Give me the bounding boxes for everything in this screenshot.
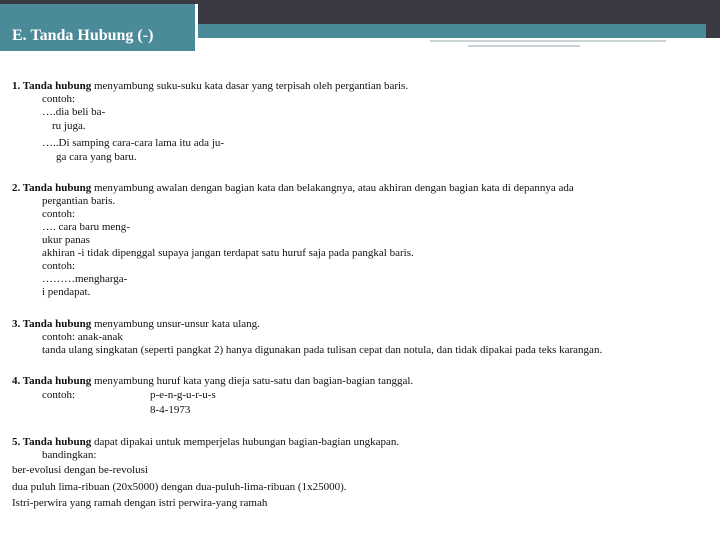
section-4-text: menyambung huruf kata yang dieja satu-satu dan bagian-bagian tanggal.: [91, 375, 414, 387]
section-2-line: pergantian baris.: [42, 195, 116, 207]
section-1-heading: [12, 80, 408, 93]
section-5-heading: [12, 436, 399, 449]
section-2-text: menyambung awalan dengan bagian kata dan belakangnya, atau akhiran dengan bagian kata di depannya ada: [91, 182, 574, 194]
section-1-line: …..Di samping cara-cara lama itu ada ju-: [42, 137, 225, 149]
section-1-line: contoh:: [42, 93, 75, 105]
section-4-heading: [12, 375, 413, 388]
section-5-text: dapat dipakai untuk memperjelas hubungan bagian-bagian ungkapan.: [91, 436, 400, 448]
section-4-example-label: contoh:: [42, 389, 75, 401]
section-2-heading: [12, 182, 574, 195]
slide-title: E. Tanda Hubung (-): [12, 27, 154, 44]
section-4-example: 8-4-1973: [150, 404, 191, 416]
section-3-text: menyambung unsur-unsur kata ulang.: [91, 318, 260, 330]
section-5-line: bandingkan:: [42, 449, 97, 461]
section-5-extra: Istri-perwira yang ramah dengan istri perwira-yang ramah: [12, 497, 268, 509]
section-5-extra: ber-evolusi dengan be-revolusi: [12, 464, 149, 476]
section-2-line: contoh:: [42, 260, 75, 272]
section-4-lead: 4. Tanda hubung: [12, 375, 92, 387]
section-2-line: …. cara baru meng-: [42, 221, 130, 233]
section-1-text: menyambung suku-suku kata dasar yang terpisah oleh pergantian baris.: [91, 80, 409, 92]
section-1-line: ga cara yang baru.: [56, 151, 137, 163]
section-3-line: tanda ulang singkatan (seperti pangkat 2) hanya digunakan pada tulisan cepat dan notula, dan tidak dipakai pada teks karangan.: [42, 344, 603, 356]
section-1-line: ….dia beli ba-: [42, 106, 106, 118]
section-5-lead: 5. Tanda hubung: [12, 436, 92, 448]
section-4-example: p-e-n-g-u-r-u-s: [150, 389, 216, 401]
section-2-line: contoh:: [42, 208, 75, 220]
section-3-line: contoh: anak-anak: [42, 331, 123, 343]
section-3-heading: [12, 318, 260, 331]
section-1-lead: 1. Tanda hubung: [12, 80, 92, 92]
section-2-lead: 2. Tanda hubung: [12, 182, 92, 194]
section-2-line: ………mengharga-: [42, 273, 128, 285]
section-1-line: ru juga.: [52, 120, 86, 132]
section-2-line: i pendapat.: [42, 286, 91, 298]
section-2-line: ukur panas: [42, 234, 90, 246]
section-2-line: akhiran -i tidak dipenggal supaya jangan terdapat satu huruf saja pada pangkal baris.: [42, 247, 414, 259]
section-5-extra: dua puluh lima-ribuan (20x5000) dengan dua-puluh-lima-ribuan (1x25000).: [12, 481, 347, 493]
section-3-lead: 3. Tanda hubung: [12, 318, 92, 330]
